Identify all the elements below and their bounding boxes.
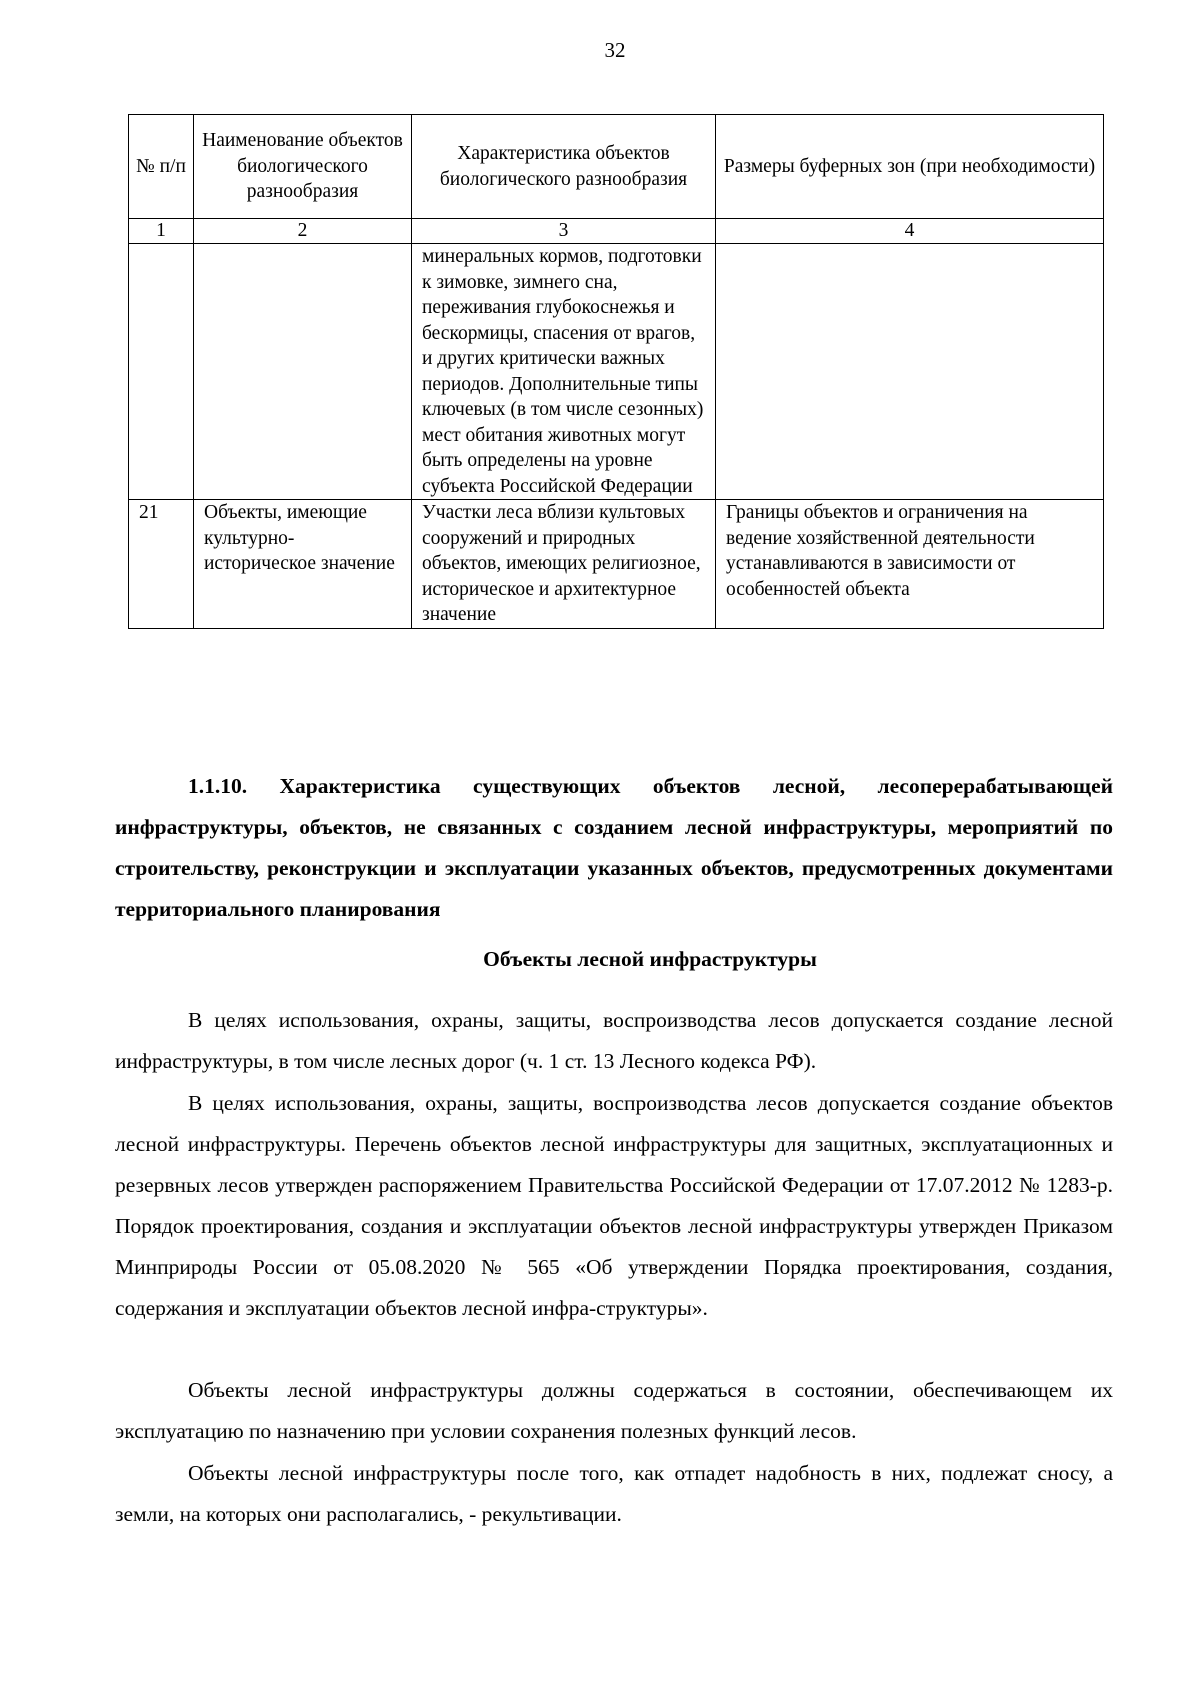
column-number: 2: [194, 219, 412, 244]
table-row: [129, 500, 1104, 629]
biodiversity-table: [128, 114, 1104, 629]
header-number: № п/п: [129, 115, 194, 219]
row-buffer-zone: [716, 244, 1104, 500]
paragraph: В целях использования, охраны, защиты, воспроизводства лесов допускается создание объектов лесной инфраструктуры. Перечень объектов лесной инфраструктуры для защитных, эксплуатационных и резервных лесов утвержден распоряжением Правительства Российской Федерации от 17.07.2012 № 1283-р. Порядок проектирования, создания и эксплуатации объектов лесной инфраструктуры утвержден Приказом Минприроды России от 05.08.2020 № 565 «Об утверждении Порядка проектирования, создания, содержания и эксплуатации объектов лесной инфра-структуры».: [115, 1091, 1113, 1320]
header-buffer-zones: Размеры буферных зон (при необходимости): [716, 115, 1104, 219]
paragraph: Объекты лесной инфраструктуры после того, как отпадет надобность в них, подлежат сносу, а земли, на которых они располагались, - рекультивации.: [115, 1461, 1113, 1526]
table-row: [129, 244, 1104, 500]
column-number: 1: [129, 219, 194, 244]
subheading: Объекты лесной инфраструктуры: [483, 947, 817, 971]
table-header-row: [129, 115, 1104, 219]
paragraph: Объекты лесной инфраструктуры должны содержаться в состоянии, обеспечивающем их эксплуатацию по назначению при условии сохранения полезных функций лесов.: [115, 1378, 1113, 1443]
paragraph: В целях использования, охраны, защиты, воспроизводства лесов допускается создание лесной инфраструктуры, в том числе лесных дорог (ч. 1 ст. 13 Лесного кодекса РФ).: [115, 1008, 1113, 1073]
row-object-name: [194, 244, 412, 500]
header-characteristic: Характеристика объектов биологического разнообразия: [412, 115, 716, 219]
column-number: 3: [412, 219, 716, 244]
section-heading: 1.1.10. Характеристика существующих объектов лесной, лесоперерабатывающей инфраструктуры, объектов, не связанных с созданием лесной инфраструктуры, мероприятий по строительству, реконструкции и эксплуатации указанных объектов, предусмотренных документами территориального планирования: [115, 774, 1113, 921]
row-characteristic: минеральных кормов, подготовки к зимовке, зимнего сна, переживания глубокоснежья и бескормицы, спасения от врагов, и других критически важных периодов. Дополнительные типы ключевых (в том числе сезонных) мест обитания животных могут быть определены на уровне субъекта Российской Федерации: [412, 244, 716, 500]
row-characteristic: Участки леса вблизи культовых сооружений и природных объектов, имеющих религиозное, историческое и архитектурное значение: [412, 500, 716, 629]
row-buffer-zone: Границы объектов и ограничения на ведение хозяйственной деятельности устанавливаются в зависимости от особенностей объекта: [716, 500, 1104, 629]
page-number: 32: [604, 38, 626, 62]
row-number: [129, 244, 194, 500]
row-object-name: Объекты, имеющие культурно-историческое значение: [194, 500, 412, 629]
row-number: 21: [129, 500, 194, 629]
header-object-name: Наименование объектов биологического разнообразия: [194, 115, 412, 219]
column-number-row: [129, 219, 1104, 244]
column-number: 4: [716, 219, 1104, 244]
